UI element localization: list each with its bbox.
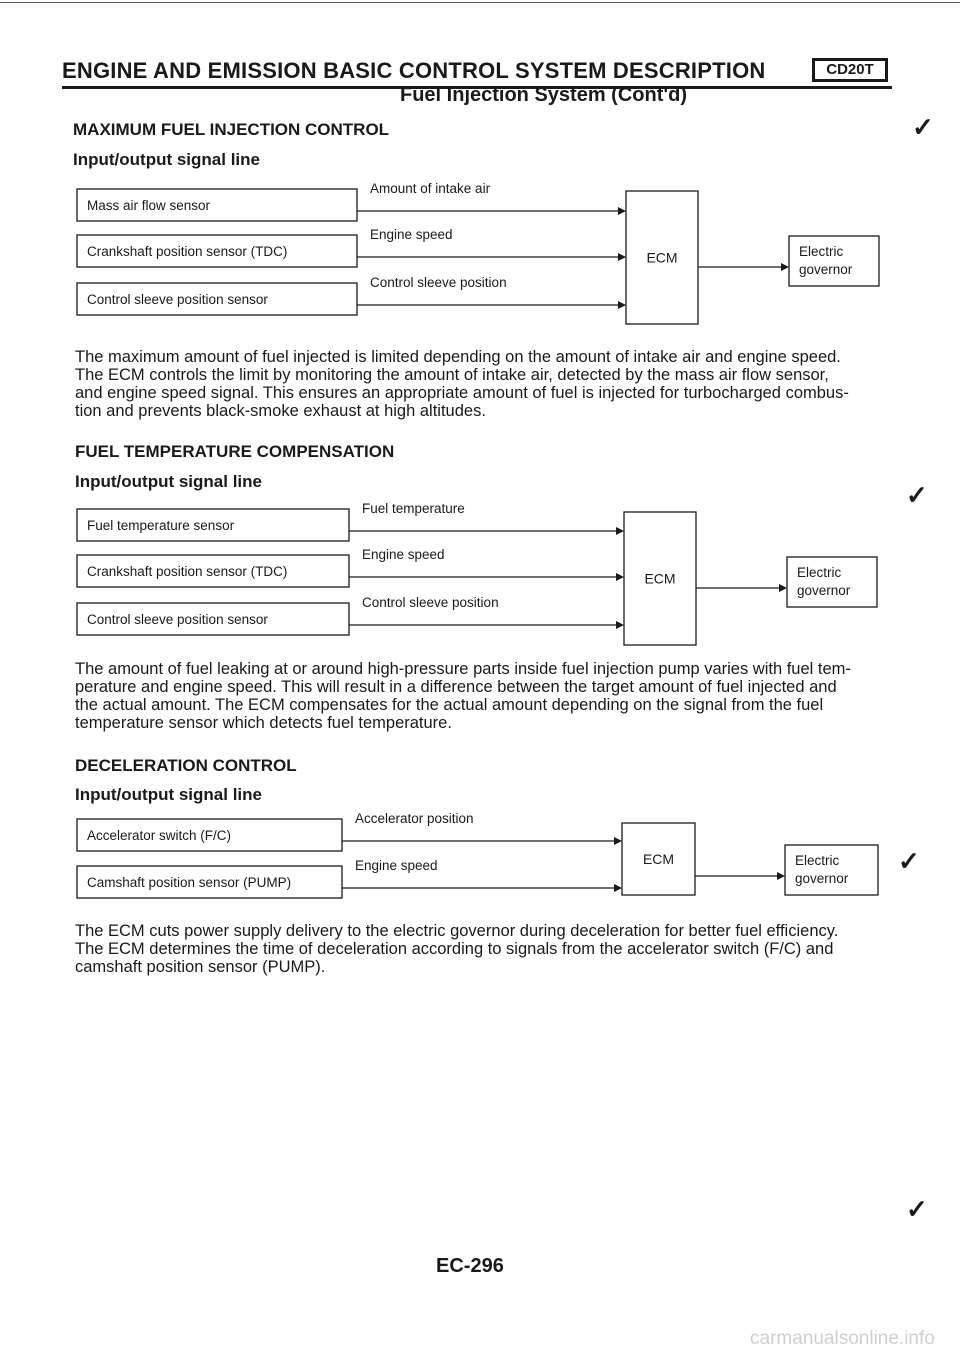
paragraph-max-fuel bbox=[75, 348, 895, 420]
watermark: carmanualsonline.info bbox=[750, 1328, 935, 1349]
text-line: and engine speed signal. This ensures an appropriate amount of fuel is injected for turbocharged combus- bbox=[75, 384, 849, 402]
check-mark-icon: ✓ bbox=[906, 480, 928, 510]
section-title-fuel-temp: FUEL TEMPERATURE COMPENSATION bbox=[75, 442, 395, 461]
paragraph-fuel-temp bbox=[75, 660, 895, 732]
arrow-head-icon bbox=[618, 253, 626, 261]
signal-label: Engine speed bbox=[355, 858, 438, 873]
arrow-head-icon bbox=[614, 837, 622, 845]
governor-label: governor bbox=[797, 583, 851, 598]
signal-label: Amount of intake air bbox=[370, 181, 491, 196]
section-subtitle-max-fuel: Input/output signal line bbox=[73, 150, 260, 169]
sensor-label: Crankshaft position sensor (TDC) bbox=[87, 564, 288, 579]
text-line: perature and engine speed. This will result in a difference between the target amount of fuel injected and bbox=[75, 678, 837, 696]
ecm-label: ECM bbox=[644, 570, 676, 587]
governor-label: Electric bbox=[795, 853, 840, 868]
arrow-head-icon bbox=[779, 584, 787, 592]
page-header-title: ENGINE AND EMISSION BASIC CONTROL SYSTEM DESCRIPTION bbox=[62, 58, 766, 83]
section-title-decel: DECELERATION CONTROL bbox=[75, 756, 297, 775]
signal-label: Fuel temperature bbox=[362, 501, 465, 516]
governor-label: Electric bbox=[799, 244, 844, 259]
sensor-label: Mass air flow sensor bbox=[87, 198, 211, 213]
text-line: The ECM controls the limit by monitoring the amount of intake air, detected by the mass air flow sensor, bbox=[75, 366, 829, 384]
signal-label: Engine speed bbox=[370, 227, 453, 242]
page-header-subtitle: Fuel Injection System (Cont'd) bbox=[400, 84, 687, 106]
text-line: camshaft position sensor (PUMP). bbox=[75, 958, 326, 976]
sensor-label: Crankshaft position sensor (TDC) bbox=[87, 244, 288, 259]
section-title-max-fuel: MAXIMUM FUEL INJECTION CONTROL bbox=[73, 120, 390, 139]
text-line: The maximum amount of fuel injected is limited depending on the amount of intake air and engine speed. bbox=[75, 348, 841, 366]
check-mark-icon: ✓ bbox=[898, 846, 920, 876]
page-number: EC-296 bbox=[436, 1255, 504, 1277]
text-line: tion and prevents black-smoke exhaust at high altitudes. bbox=[75, 402, 486, 420]
model-code-badge: CD20T bbox=[812, 58, 888, 82]
arrow-head-icon bbox=[618, 207, 626, 215]
ecm-label: ECM bbox=[642, 851, 675, 867]
arrow-head-icon bbox=[616, 527, 624, 535]
arrow-head-icon bbox=[781, 263, 789, 271]
sensor-label: Control sleeve position sensor bbox=[87, 612, 268, 627]
text-line: The ECM determines the time of deceleration according to signals from the accelerator switch (F/C) and bbox=[75, 940, 834, 958]
text-line: The amount of fuel leaking at or around high-pressure parts inside fuel injection pump varies with fuel tem- bbox=[75, 660, 851, 678]
section-subtitle-fuel-temp: Input/output signal line bbox=[75, 472, 262, 491]
sensor-label: Fuel temperature sensor bbox=[87, 518, 235, 533]
arrow-head-icon bbox=[614, 884, 622, 892]
paragraph-decel bbox=[75, 922, 895, 976]
check-mark-icon: ✓ bbox=[912, 112, 934, 142]
signal-label: Accelerator position bbox=[355, 811, 474, 826]
sensor-label: Accelerator switch (F/C) bbox=[87, 828, 232, 843]
governor-label: governor bbox=[795, 871, 849, 886]
arrow-head-icon bbox=[777, 872, 785, 880]
text-line: temperature sensor which detects fuel temperature. bbox=[75, 714, 452, 732]
signal-label: Control sleeve position bbox=[370, 275, 507, 290]
section-subtitle-decel: Input/output signal line bbox=[75, 785, 262, 804]
arrow-head-icon bbox=[618, 301, 626, 309]
check-mark-icon: ✓ bbox=[906, 1194, 928, 1224]
text-line: the actual amount. The ECM compensates for the actual amount depending on the signal from the fuel bbox=[75, 696, 824, 714]
governor-label: governor bbox=[799, 262, 853, 277]
signal-label: Engine speed bbox=[362, 547, 445, 562]
ecm-label: ECM bbox=[646, 249, 678, 266]
governor-label: Electric bbox=[797, 565, 842, 580]
signal-label: Control sleeve position bbox=[362, 595, 499, 610]
sensor-label: Camshaft position sensor (PUMP) bbox=[87, 875, 292, 890]
arrow-head-icon bbox=[616, 573, 624, 581]
text-line: The ECM cuts power supply delivery to the electric governor during deceleration for better fuel efficiency. bbox=[75, 922, 839, 940]
arrow-head-icon bbox=[616, 621, 624, 629]
sensor-label: Control sleeve position sensor bbox=[87, 292, 268, 307]
